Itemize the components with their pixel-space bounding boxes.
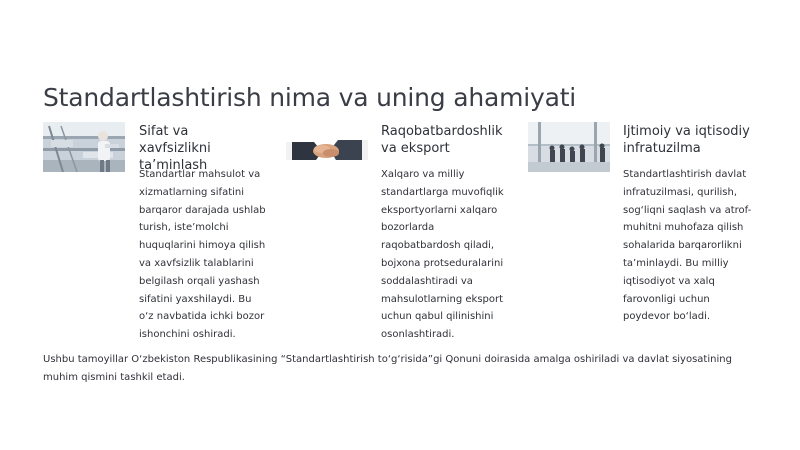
card-body-competitiveness: Xalqaro va milliy standartlarga muvofiqlik eksportyorlarni xalqaro bozorlarda raqobatbardosh qiladi, bojxona protseduralarini soddalashtiradi va mahsulotlarning eksport uchun qabul qilinishini osonlashtiradi. <box>381 169 504 341</box>
card-heading-infrastructure: Ijtimoiy va iqtisodiy infratuzilma <box>623 124 750 156</box>
card-heading-competitiveness: Raqobatbardoshlik va eksport <box>381 124 503 156</box>
factory-worker-photo <box>43 122 125 172</box>
card-body-quality: Standartlar mahsulot va xizmatlarning sifatini barqaror darajada ushlab turish, iste’molchi huquqlarini himoya qilish va xavfsizlik talablarini belgilash orqali yashash sifatini yaxshilaydi. Bu o‘z navbatida ichki bozor ishonchini oshiradi. <box>139 169 266 341</box>
card-body-infrastructure: Standartlashtirish davlat infratuzilmasi, qurilish, sog‘liqni saqlash va atrof-muhitni muhofaza qilish sohalarida barqarorlikni ta’minlaydi. Bu milliy iqtisodiyot va xalq farovonligi uchun poydevor bo‘ladi. <box>623 169 752 323</box>
slide-title: Standartlashtirish nima va uning ahamiyati <box>43 82 577 112</box>
footer-note: Ushbu tamoyillar O‘zbekiston Respublikasining “Standartlashtirish to‘g‘risida”gi Qonuni doirasida amalga oshiriladi va davlat siyosatining muhim qismini tashkil etadi. <box>43 354 732 383</box>
people-hall-photo <box>528 122 610 172</box>
handshake-photo <box>286 122 368 172</box>
card-heading-quality: Sifat va xavfsizlikni ta’minlash <box>139 124 211 173</box>
